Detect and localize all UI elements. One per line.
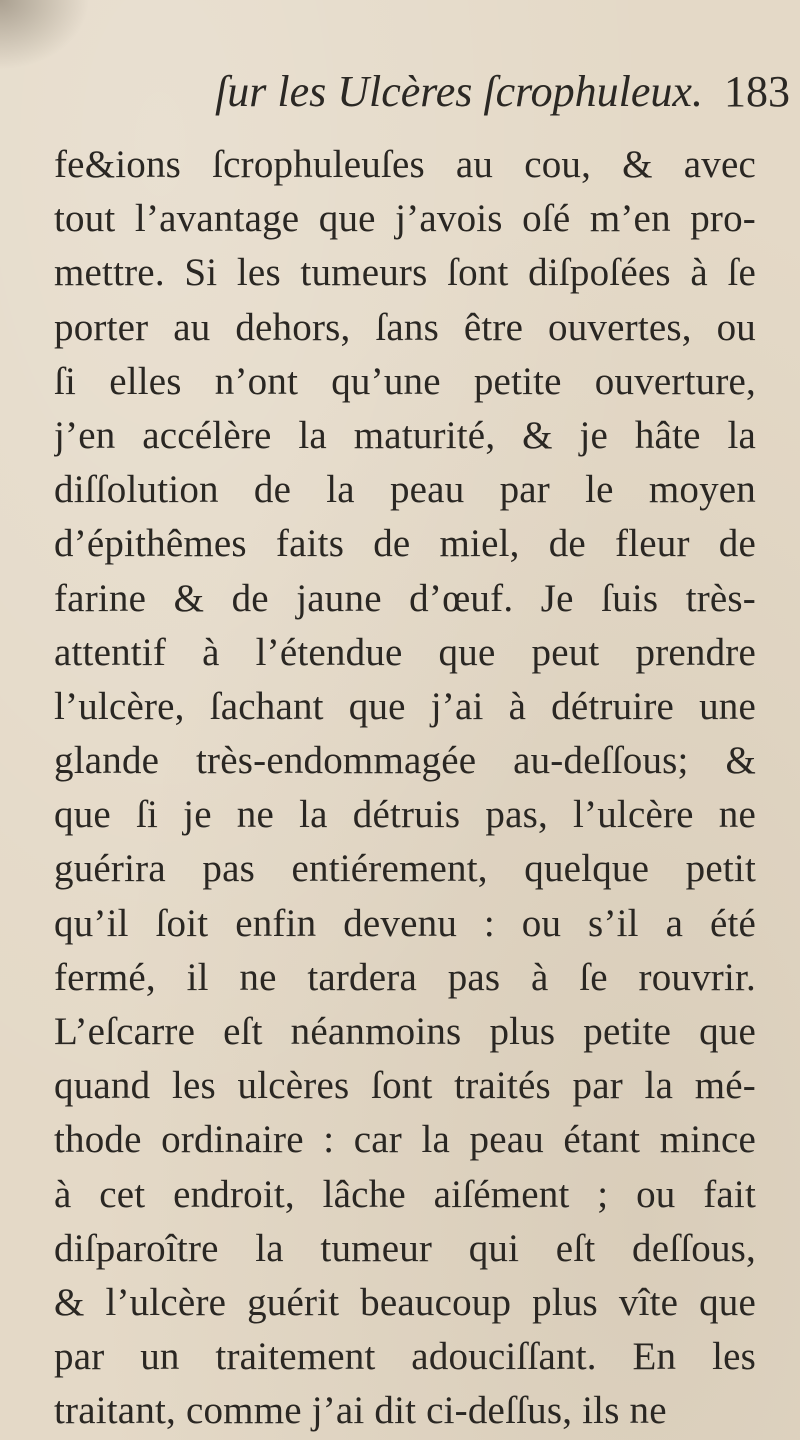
text-line-13: que ſi je ne la détruis pas, l’ulcère ne <box>54 793 756 837</box>
text-line-1: fe&ions ſcrophuleuſes au cou, & avec <box>54 143 756 186</box>
text-line-6: j’en accélère la maturité, & je hâte la <box>54 413 756 457</box>
text-line-12: glande très-endommagée au-deſſous; & <box>54 739 756 783</box>
text-line-15: qu’il ſoit enfin devenu : ou s’il a été <box>54 901 756 945</box>
text-line-2: tout l’avantage que j’avois oſé m’en pro- <box>54 197 756 241</box>
text-line-14: guérira pas entiérement, quelque petit <box>54 847 756 891</box>
page-number: 183 <box>723 67 790 116</box>
running-head <box>215 62 790 122</box>
text-line-3: mettre. Si les tumeurs ſont diſpoſées à ſe <box>54 251 756 295</box>
text-line-19: thode ordinaire : car la peau étant mince <box>54 1118 756 1162</box>
body-text <box>54 138 756 1439</box>
text-line-9: farine & de jaune d’œuf. Je ſuis très- <box>54 576 756 620</box>
running-title: ſur les Ulcères ſcrophuleux. <box>215 67 703 116</box>
text-line-18: quand les ulcères ſont traités par la mé- <box>54 1064 756 1108</box>
text-line-7: diſſolution de la peau par le moyen <box>54 468 756 512</box>
text-line-16: fermé, il ne tardera pas à ſe rouvrir. <box>54 955 756 999</box>
text-line-23: par un traitement adouciſſant. En les <box>54 1335 756 1379</box>
text-line-10: attentif à l’étendue que peut prendre <box>54 630 756 674</box>
page-corner-shadow <box>0 0 90 70</box>
text-line-24: traitant, comme j’ai dit ci-deſſus, ils ne <box>54 1389 667 1433</box>
text-line-20: à cet endroit, lâche aiſément ; ou fait <box>54 1172 756 1216</box>
text-line-5: ſi elles n’ont qu’une petite ouverture, <box>54 359 756 403</box>
text-line-17: L’eſcarre eſt néanmoins plus petite que <box>54 1010 756 1053</box>
text-line-22: & l’ulcère guérit beaucoup plus vîte que <box>54 1280 756 1324</box>
text-line-4: porter au dehors, ſans être ouvertes, ou <box>54 305 756 349</box>
text-line-21: diſparoître la tumeur qui eſt deſſous, <box>54 1226 756 1270</box>
text-line-11: l’ulcère, ſachant que j’ai à détruire une <box>54 684 756 728</box>
text-line-8: d’épithêmes faits de miel, de fleur de <box>54 522 756 566</box>
